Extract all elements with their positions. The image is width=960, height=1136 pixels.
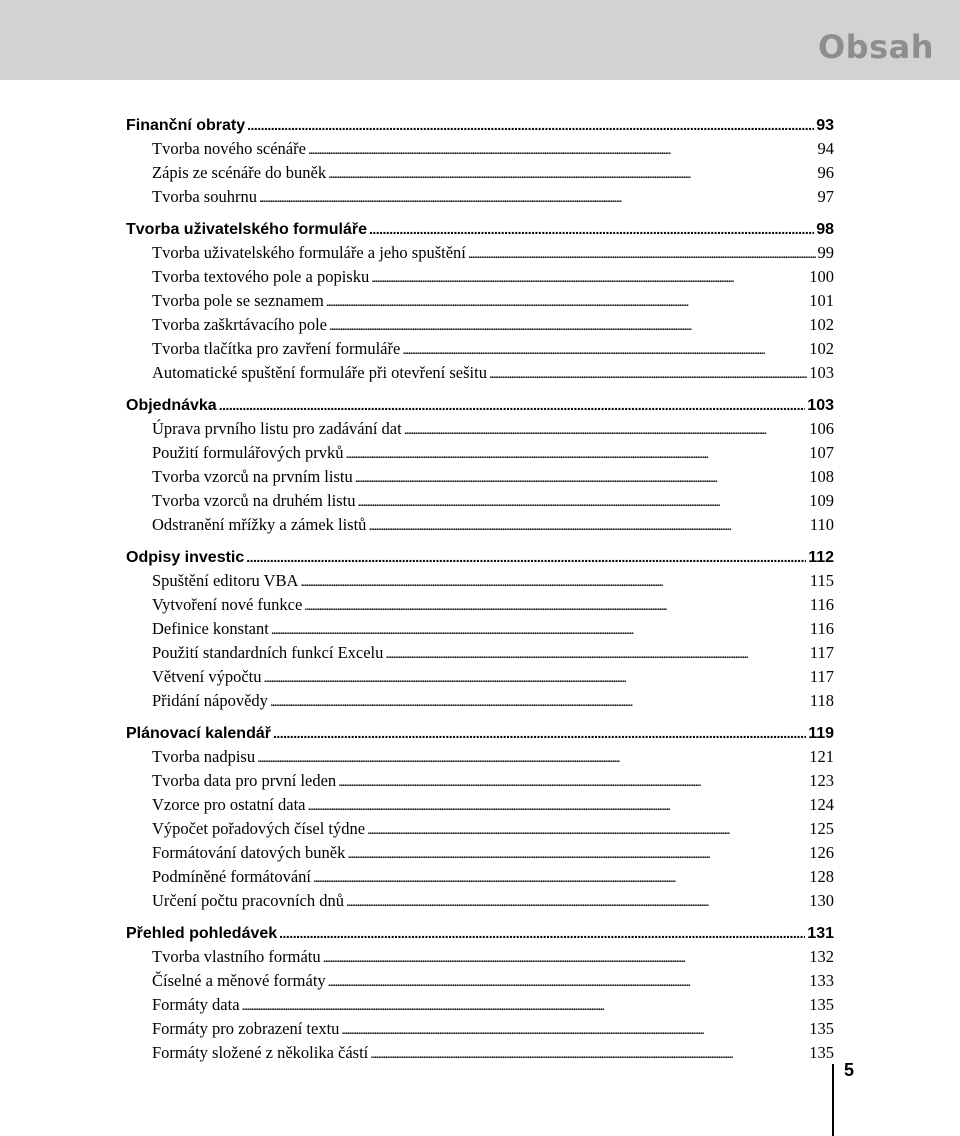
toc-entry-title: Vytvoření nové funkce bbox=[152, 595, 303, 614]
toc-entry-page: 135 bbox=[809, 995, 834, 1014]
dot-leader bbox=[271, 617, 808, 643]
dot-leader bbox=[357, 489, 807, 515]
toc-entry[interactable] bbox=[126, 689, 834, 713]
toc-chapter-title: Finanční obraty bbox=[126, 117, 246, 134]
dot-leader bbox=[346, 441, 808, 467]
toc-entry-page: 116 bbox=[809, 595, 834, 614]
toc-entry-title: Spuštění editoru VBA bbox=[152, 571, 299, 590]
toc-entry-title: Vzorce pro ostatní data bbox=[152, 795, 306, 814]
dot-leader bbox=[307, 793, 807, 819]
dot-leader bbox=[328, 969, 808, 995]
dot-leader bbox=[355, 465, 808, 491]
toc-entry[interactable] bbox=[126, 161, 834, 185]
dot-leader bbox=[219, 393, 806, 418]
toc-entry-page: 101 bbox=[809, 291, 834, 310]
toc-section bbox=[126, 921, 834, 1065]
toc-entry[interactable] bbox=[126, 489, 834, 513]
toc-entry[interactable] bbox=[126, 945, 834, 969]
page-title: Obsah bbox=[817, 28, 934, 66]
toc-chapter-page: 112 bbox=[808, 549, 834, 566]
toc-entry-page: 124 bbox=[809, 795, 834, 814]
toc-entry-title: Definice konstant bbox=[152, 619, 269, 638]
toc-entry-page: 133 bbox=[809, 971, 834, 990]
dot-leader bbox=[371, 265, 807, 291]
toc-entry-title: Tvorba nového scénáře bbox=[152, 139, 306, 158]
toc-entry-page: 94 bbox=[817, 139, 834, 158]
toc-entry[interactable] bbox=[126, 465, 834, 489]
toc-entry[interactable] bbox=[126, 337, 834, 361]
toc-chapter[interactable] bbox=[126, 545, 834, 569]
toc-entry-page: 106 bbox=[809, 419, 834, 438]
toc-entry[interactable] bbox=[126, 593, 834, 617]
toc-entry-page: 109 bbox=[809, 491, 834, 510]
toc-entry-page: 135 bbox=[809, 1043, 834, 1062]
toc-entry-title: Formáty pro zobrazení textu bbox=[152, 1019, 340, 1038]
dot-leader bbox=[385, 641, 807, 667]
toc-entry-page: 100 bbox=[809, 267, 834, 286]
toc-entry-page: 103 bbox=[809, 363, 834, 382]
toc-entry-page: 117 bbox=[809, 643, 834, 662]
toc-entry-title: Výpočet pořadových čísel týdne bbox=[152, 819, 366, 838]
toc-entry-page: 118 bbox=[809, 691, 834, 710]
dot-leader bbox=[313, 865, 807, 891]
toc-entry-title: Podmíněné formátování bbox=[152, 867, 312, 886]
toc-entry-title: Formátování datových buněk bbox=[152, 843, 346, 862]
toc-entry[interactable] bbox=[126, 513, 834, 537]
toc-entry[interactable] bbox=[126, 865, 834, 889]
toc-section bbox=[126, 545, 834, 713]
toc-entry[interactable] bbox=[126, 793, 834, 817]
dot-leader bbox=[346, 889, 807, 915]
toc-entry-page: 102 bbox=[809, 339, 834, 358]
toc-chapter[interactable] bbox=[126, 113, 834, 137]
dot-leader bbox=[246, 545, 806, 570]
dot-leader bbox=[402, 337, 807, 363]
toc-section bbox=[126, 217, 834, 385]
toc-entry[interactable] bbox=[126, 617, 834, 641]
toc-entry-page: 115 bbox=[809, 571, 834, 590]
toc-chapter-page: 119 bbox=[808, 725, 834, 742]
footer-rule bbox=[832, 1064, 834, 1136]
toc-entry-page: 121 bbox=[809, 747, 834, 766]
toc-entry-page: 123 bbox=[809, 771, 834, 790]
toc-entry-page: 110 bbox=[809, 515, 834, 534]
toc-chapter-title: Odpisy investic bbox=[126, 549, 245, 566]
toc-entry-title: Formáty složené z několika částí bbox=[152, 1043, 369, 1062]
toc-chapter-title: Plánovací kalendář bbox=[126, 725, 271, 742]
dot-leader bbox=[247, 113, 814, 138]
toc-entry-title: Tvorba tlačítka pro zavření formuláře bbox=[152, 339, 401, 358]
toc-entry[interactable] bbox=[126, 313, 834, 337]
toc-chapter-page: 131 bbox=[807, 925, 834, 942]
toc-entry-page: 99 bbox=[817, 243, 834, 262]
toc-entry[interactable] bbox=[126, 769, 834, 793]
toc-entry-title: Tvorba vzorců na druhém listu bbox=[152, 491, 356, 510]
toc-section bbox=[126, 721, 834, 913]
toc-entry-title: Odstranění mřížky a zámek listů bbox=[152, 515, 367, 534]
toc-chapter[interactable] bbox=[126, 393, 834, 417]
toc-chapter-page: 93 bbox=[816, 117, 834, 134]
toc-entry-title: Tvorba uživatelského formuláře a jeho spuštění bbox=[152, 243, 466, 262]
toc-entry[interactable] bbox=[126, 241, 834, 265]
dot-leader bbox=[489, 361, 807, 387]
toc-entry[interactable] bbox=[126, 265, 834, 289]
toc-entry-page: 125 bbox=[809, 819, 834, 838]
dot-leader bbox=[468, 241, 816, 267]
dot-leader bbox=[304, 593, 808, 619]
dot-leader bbox=[338, 769, 807, 795]
toc-entry-page: 102 bbox=[809, 315, 834, 334]
toc-entry[interactable] bbox=[126, 137, 834, 161]
toc-entry[interactable] bbox=[126, 1017, 834, 1041]
toc-entry[interactable] bbox=[126, 417, 834, 441]
toc-entry-title: Úprava prvního listu pro zadávání dat bbox=[152, 419, 402, 438]
dot-leader bbox=[270, 689, 808, 715]
toc-entry[interactable] bbox=[126, 993, 834, 1017]
toc-section bbox=[126, 393, 834, 537]
toc-entry[interactable] bbox=[126, 889, 834, 913]
toc-entry-title: Tvorba data pro první leden bbox=[152, 771, 337, 790]
toc-entry[interactable] bbox=[126, 289, 834, 313]
toc-section bbox=[126, 113, 834, 209]
toc-entry-title: Určení počtu pracovních dnů bbox=[152, 891, 344, 910]
toc-chapter-title: Přehled pohledávek bbox=[126, 925, 278, 942]
toc-entry-title: Tvorba zaškrtávacího pole bbox=[152, 315, 328, 334]
toc-entry[interactable] bbox=[126, 185, 834, 209]
dot-leader bbox=[369, 217, 814, 242]
toc-entry[interactable] bbox=[126, 817, 834, 841]
dot-leader bbox=[273, 721, 806, 746]
dot-leader bbox=[370, 1041, 807, 1067]
dot-leader bbox=[368, 513, 807, 539]
toc-entry[interactable] bbox=[126, 969, 834, 993]
dot-leader bbox=[347, 841, 807, 867]
toc-entry-title: Zápis ze scénáře do buněk bbox=[152, 163, 327, 182]
dot-leader bbox=[264, 665, 808, 691]
toc-entry-title: Větvení výpočtu bbox=[152, 667, 262, 686]
toc-entry[interactable] bbox=[126, 1041, 834, 1065]
toc-entry-page: 96 bbox=[817, 163, 834, 182]
dot-leader bbox=[323, 945, 808, 971]
toc-entry-page: 128 bbox=[809, 867, 834, 886]
toc-entry-title: Použití standardních funkcí Excelu bbox=[152, 643, 384, 662]
toc-entry-page: 107 bbox=[809, 443, 834, 462]
toc-entry-title: Přidání nápovědy bbox=[152, 691, 268, 710]
toc-entry[interactable] bbox=[126, 665, 834, 689]
toc-chapter-page: 103 bbox=[807, 397, 834, 414]
dot-leader bbox=[257, 745, 807, 771]
toc-entry[interactable] bbox=[126, 641, 834, 665]
toc-entry-title: Automatické spuštění formuláře při otevření sešitu bbox=[152, 363, 487, 382]
toc-entry[interactable] bbox=[126, 745, 834, 769]
table-of-contents bbox=[126, 113, 834, 1073]
dot-leader bbox=[328, 161, 815, 187]
toc-chapter[interactable] bbox=[126, 921, 834, 945]
toc-entry-title: Formáty data bbox=[152, 995, 240, 1014]
toc-entry[interactable] bbox=[126, 841, 834, 865]
toc-entry-page: 116 bbox=[809, 619, 834, 638]
toc-entry[interactable] bbox=[126, 361, 834, 385]
toc-entry-title: Tvorba vzorců na prvním listu bbox=[152, 467, 353, 486]
toc-entry-page: 108 bbox=[809, 467, 834, 486]
dot-leader bbox=[308, 137, 816, 163]
toc-chapter-title: Tvorba uživatelského formuláře bbox=[126, 221, 367, 238]
toc-entry-title: Použití formulářových prvků bbox=[152, 443, 344, 462]
dot-leader bbox=[279, 921, 805, 946]
toc-entry-title: Tvorba nadpisu bbox=[152, 747, 256, 766]
toc-entry-page: 126 bbox=[809, 843, 834, 862]
dot-leader bbox=[300, 569, 807, 595]
toc-entry-title: Tvorba souhrnu bbox=[152, 187, 257, 206]
toc-entry[interactable] bbox=[126, 441, 834, 465]
dot-leader bbox=[404, 417, 808, 443]
toc-entry-title: Tvorba vlastního formátu bbox=[152, 947, 321, 966]
toc-entry-page: 130 bbox=[809, 891, 834, 910]
dot-leader bbox=[259, 185, 816, 211]
dot-leader bbox=[242, 993, 808, 1019]
toc-entry[interactable] bbox=[126, 569, 834, 593]
toc-chapter-title: Objednávka bbox=[126, 397, 217, 414]
page-header bbox=[0, 0, 960, 80]
toc-chapter[interactable] bbox=[126, 217, 834, 241]
toc-entry-page: 117 bbox=[809, 667, 834, 686]
dot-leader bbox=[326, 289, 807, 315]
toc-entry-title: Číselné a měnové formáty bbox=[152, 971, 326, 990]
dot-leader bbox=[341, 1017, 807, 1043]
toc-entry-page: 135 bbox=[809, 1019, 834, 1038]
toc-entry-title: Tvorba textového pole a popisku bbox=[152, 267, 370, 286]
dot-leader bbox=[367, 817, 807, 843]
toc-entry-title: Tvorba pole se seznamem bbox=[152, 291, 324, 310]
toc-entry-page: 132 bbox=[809, 947, 834, 966]
toc-chapter-page: 98 bbox=[816, 221, 834, 238]
toc-chapter[interactable] bbox=[126, 721, 834, 745]
dot-leader bbox=[329, 313, 807, 339]
toc-entry-page: 97 bbox=[817, 187, 834, 206]
page-number: 5 bbox=[844, 1060, 855, 1080]
